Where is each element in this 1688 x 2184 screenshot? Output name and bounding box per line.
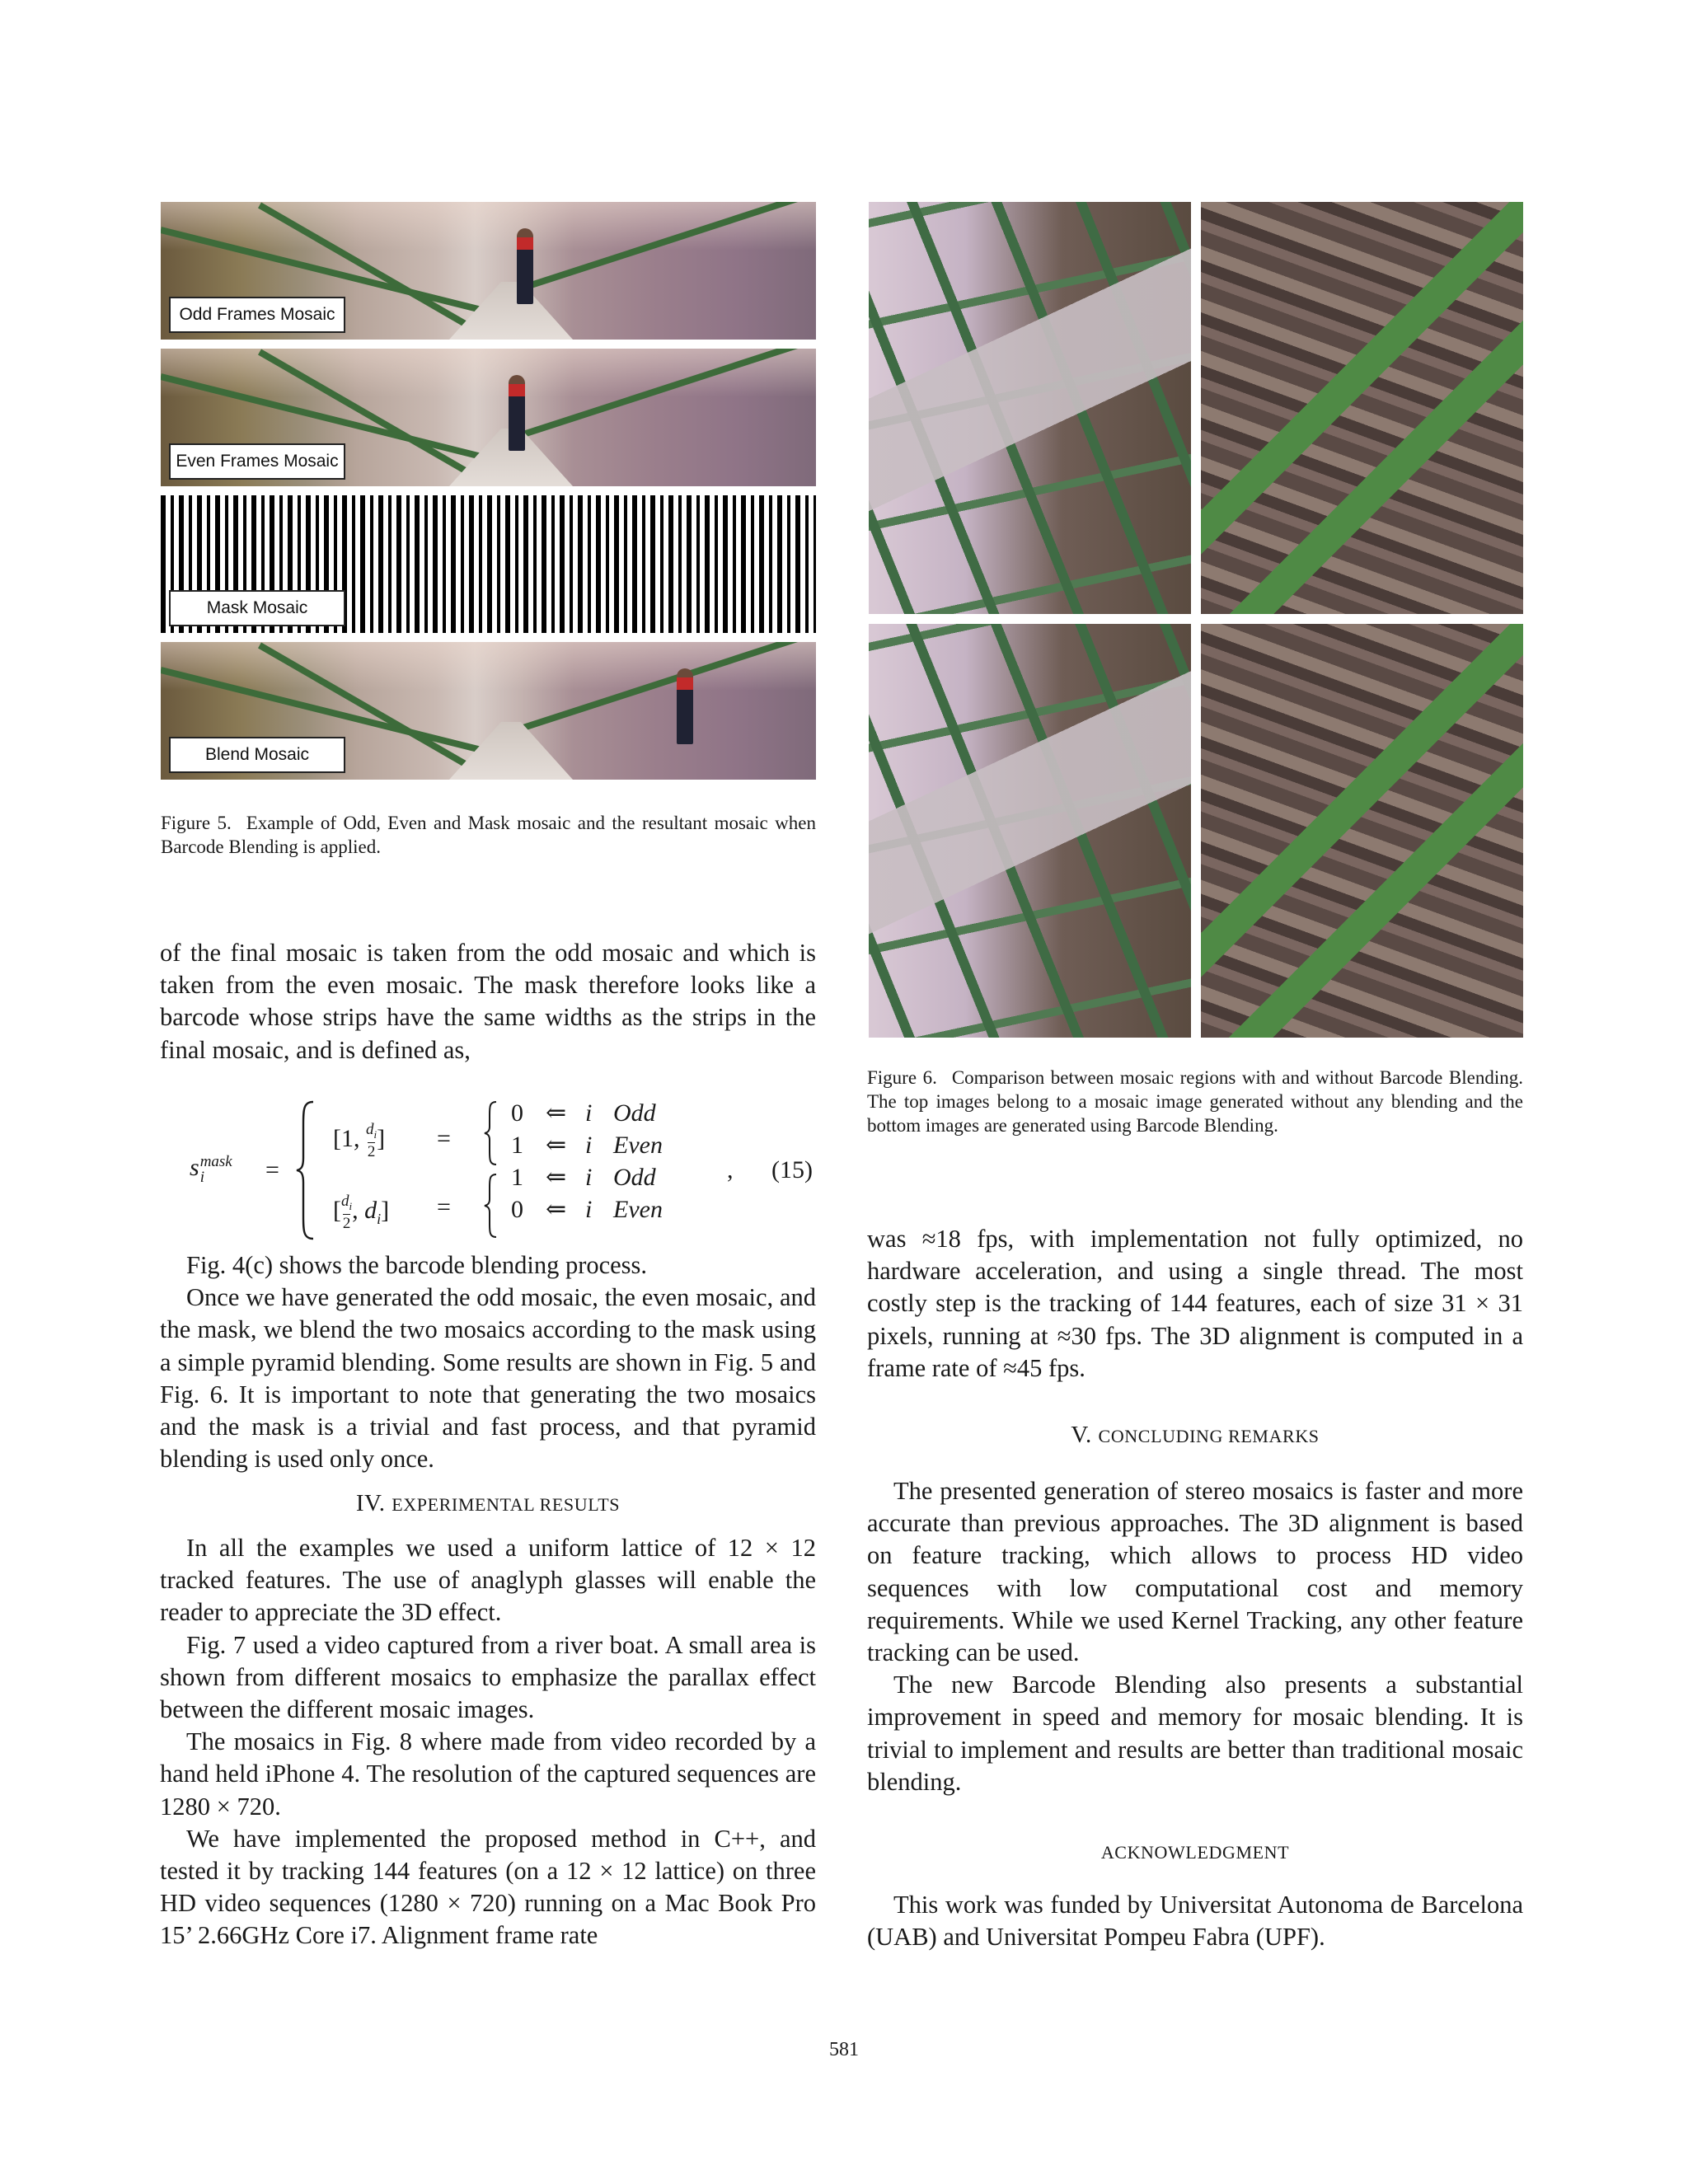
equation-case: 0 ⇐ i Odd	[511, 1099, 656, 1127]
section-title: ACKNOWLEDGMENT	[1100, 1842, 1290, 1863]
caption-label: Figure 6.	[867, 1067, 937, 1088]
figure-6-bottom-right-image	[1201, 624, 1523, 1038]
equation-comma: ,	[727, 1156, 734, 1183]
panel-label: Blend Mosaic	[169, 737, 345, 773]
page-number: 581	[829, 2039, 859, 2060]
paragraph: We have implemented the proposed method in C++, and tested it by tracking 144 features (on a 12 × 12 lattice) on three HD video sequences (1280 × 720) running on a Mac Book Pro 15’ 2.66GHz Core i7. Alignment frame rate	[160, 1824, 816, 1950]
paragraph: In all the examples we used a uniform lattice of 12 × 12 tracked features. The use of anaglyph glasses will enable the reader to appreciate the 3D effect.	[160, 1534, 816, 1627]
paragraph: Fig. 7 used a video captured from a river boat. A small area is shown from different mosaics to emphasize the parallax effect between the different mosaic images.	[160, 1630, 816, 1724]
caption-label: Figure 5.	[161, 813, 232, 833]
equation-lhs-symbol: s	[190, 1154, 199, 1181]
caption-text: Example of Odd, Even and Mask mosaic and the resultant mosaic when Barcode Blending is applied.	[161, 813, 816, 857]
equation-equals: =	[265, 1156, 279, 1183]
paragraph: Once we have generated the odd mosaic, the even mosaic, and the mask, we blend the two mosaics according to the mask using a simple pyramid blending. Some results are shown in Fig. 5 and Fig. 6. It is important to note that generating the two mosaics and the mask is a trivial and fast process, and that pyramid blending is used only once.	[160, 1283, 816, 1474]
equation-case: 0 ⇐ i Even	[511, 1196, 663, 1223]
paragraph: of the final mosaic is taken from the odd mosaic and which is taken from the even mosaic. The mask therefore looks like a barcode whose strips have the same widths as the strips in the final mosaic, and is defined as,	[160, 939, 816, 1064]
section-title: EXPERIMENTAL RESULTS	[392, 1494, 621, 1515]
caption-text: Comparison between mosaic regions with and without Barcode Blending. The top images belong to a mosaic image generated without any blending and the bottom images are generated using Barcode Blending.	[867, 1067, 1523, 1136]
equation-range-1: [1, $\frac{d_i}{2}$ ]	[333, 1121, 386, 1160]
left-brace-icon	[295, 1100, 315, 1240]
figure-6-caption	[867, 1066, 1523, 1137]
equation-lhs-superscript: mask	[199, 1153, 232, 1171]
paragraph: Fig. 4(c) shows the barcode blending process.	[186, 1251, 648, 1279]
equation-15: s mask i = [1, $\frac{d_i}{2}$ ] = [ $\frac{d_i}{2}$ , $d_i$] = 0 ⇐ i Odd 1 ⇐ i Even 1 ⇐ i Odd 0 ⇐ i Even , (15)	[190, 1100, 816, 1240]
mask-mosaic-image	[161, 495, 816, 633]
figure-5-caption	[161, 811, 816, 859]
left-column-paragraph-continued	[160, 937, 816, 1066]
equation-cases	[511, 1097, 663, 1226]
section-title: CONCLUDING REMARKS	[1098, 1426, 1320, 1446]
even-frames-mosaic-image	[161, 349, 816, 486]
right-column-section-v-body	[867, 1475, 1523, 1798]
panel-label: Even Frames Mosaic	[169, 443, 345, 480]
paragraph: The new Barcode Blending also presents a substantial improvement in speed and memory for mosaic blending. It is trivial to implement and results are better than traditional mosaic blending.	[867, 1671, 1523, 1796]
panel-label: Mask Mosaic	[169, 590, 345, 626]
section-iv-heading	[160, 1490, 816, 1517]
left-brace-icon	[483, 1100, 498, 1166]
paragraph: This work was funded by Universitat Autonoma de Barcelona (UAB) and Universitat Pompeu Fabra (UPF).	[867, 1891, 1523, 1952]
equation-range-2: [ $\frac{d_i}{2}$ , $d_i$]	[333, 1193, 390, 1232]
section-number: V.	[1071, 1422, 1092, 1448]
figure-6-top-right-image	[1201, 202, 1523, 614]
acknowledgment-body	[867, 1889, 1523, 1953]
equation-lhs	[190, 1154, 232, 1185]
acknowledgment-heading	[867, 1838, 1523, 1865]
section-v-heading	[867, 1422, 1523, 1449]
paragraph: was ≈18 fps, with implementation not fully optimized, no hardware acceleration, and using a single thread. The most costly step is the tracking of 144 features, each of size 31 × 31 pixels, running at ≈30 fps. The 3D alignment is computed in a frame rate of ≈45 fps.	[867, 1225, 1523, 1382]
figure-6-top-left-image	[869, 202, 1191, 614]
odd-frames-mosaic-image	[161, 202, 816, 340]
blend-mosaic-image	[161, 642, 816, 780]
figure-6-bottom-left-image	[869, 624, 1191, 1038]
equation-number: (15)	[771, 1156, 813, 1183]
paragraph: The mosaics in Fig. 8 where made from video recorded by a hand held iPhone 4. The resolution of the captured sequences are 1280 × 720.	[160, 1727, 816, 1821]
left-column-section-iv-body	[160, 1532, 816, 1952]
equation-case: 1 ⇐ i Odd	[511, 1164, 656, 1191]
section-number: IV.	[355, 1490, 386, 1516]
right-column-paragraph-continued	[867, 1223, 1523, 1385]
panel-label: Odd Frames Mosaic	[169, 297, 345, 333]
left-column-body	[160, 1249, 816, 1475]
paragraph: The presented generation of stereo mosaics is faster and more accurate than previous approaches. The 3D alignment is based on feature tracking, which allows to process HD video sequences with low computational cost and memory requirements. While we used Kernel Tracking, any other feature tracking can be used.	[867, 1477, 1523, 1667]
left-brace-icon	[483, 1173, 498, 1239]
equation-lhs-subscript: i	[199, 1169, 204, 1187]
equation-case: 1 ⇐ i Even	[511, 1132, 663, 1159]
